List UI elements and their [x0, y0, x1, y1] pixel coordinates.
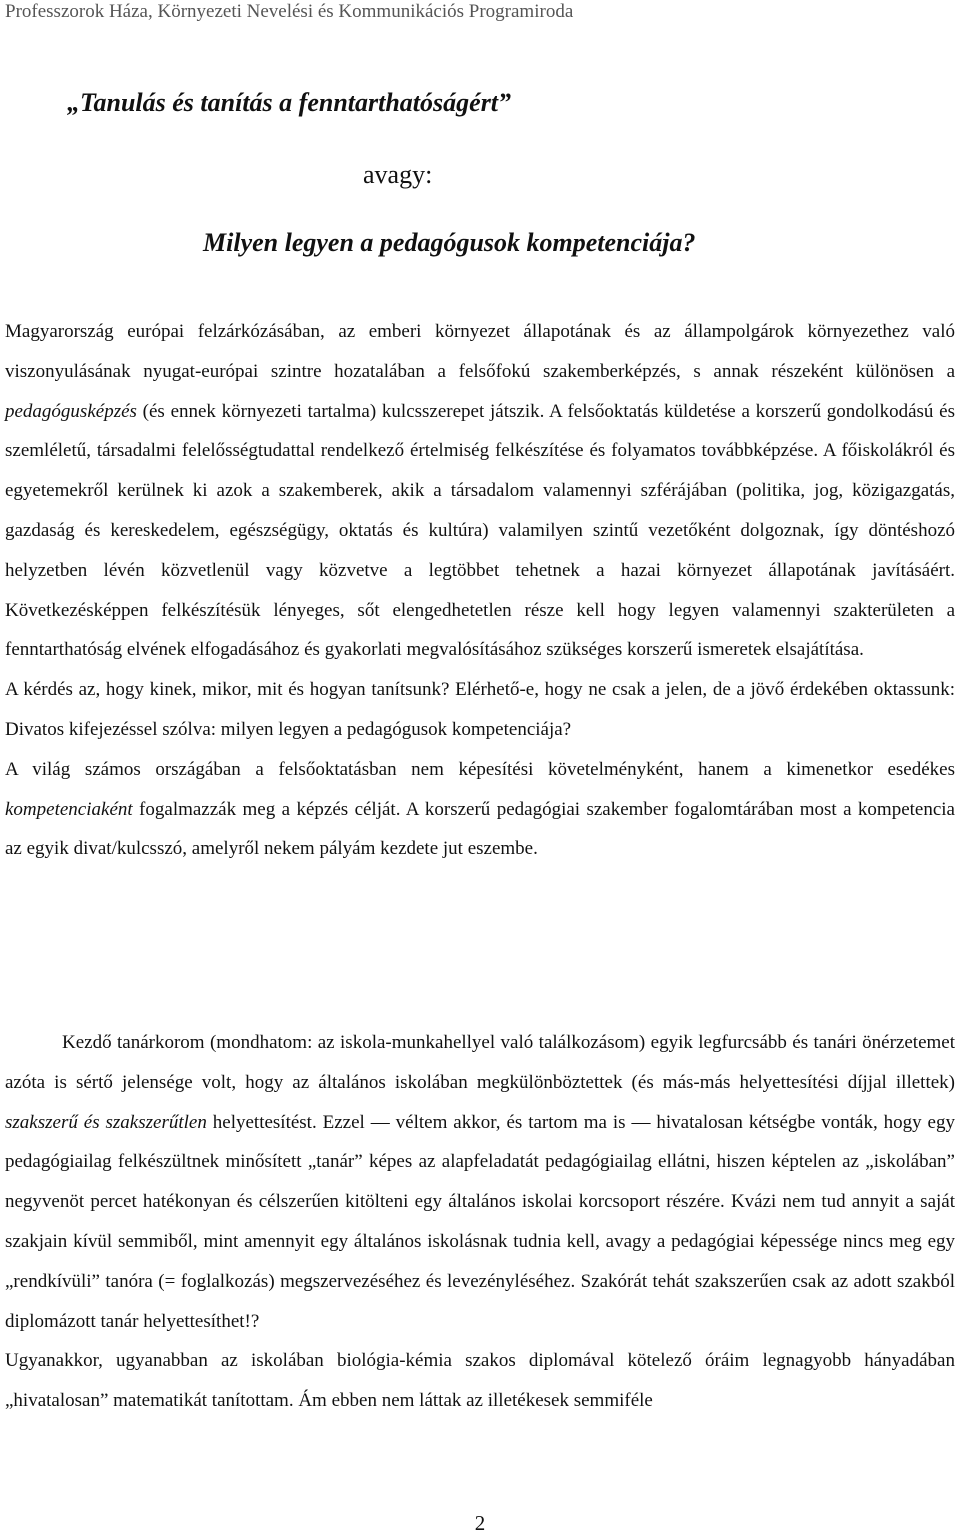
body-section-2 [5, 1023, 955, 1421]
paragraph-3 [5, 750, 955, 869]
page-number: 2 [474, 1511, 486, 1535]
paragraph-1-text-b: (és ennek környezeti tartalma) kulcsszerepet játszik. A felsőoktatás küldetése a korszerű gondolkodású és szemléletű, társadalmi felelősségtudattal rendelkező értelmiség felkészítése és folyamatos továbbképzése. A főiskolákról és egyetemekről kerülnek ki azok a szakemberek, akik a társadalom valamennyi szférájában (politika, jog, közigazgatás, gazdaság és kereskedelem, egészségügy, oktatás és kultúra) valamilyen szintű vezetőként dolgoznak, így döntéshozó helyzetben lévén közvetlenül vagy közvetve a legtöbbet tehetnek a hazai környezet állapotának javításáért. Következésképpen felkészítésük lényeges, sőt elengedhetetlen része kell hogy legyen valamennyi szakterületen a fenntarthatóság elvének elfogadásához és gyakorlati megvalósításához szükséges korszerű ismeretek elsajátítása. [5, 400, 955, 661]
paragraph-4-text-b: helyettesítést. Ezzel — véltem akkor, és tartom ma is — hivatalosan kétségbe vonták, hogy egy pedagógiailag felkészültnek minősített „tanár” képes az alapfeladatát pedagógiailag ellátni, hiszen képtelen az „iskolában” negyvenöt percet hatékonyan és célszerűen kitölteni egy általános iskolai korcsoport részére. Kvázi nem tud annyit a saját szakjain kívül semmiből, mint amennyit egy általános iskolásnak tudnia kell, avagy a pedagógiai képessége nincs meg egy „rendkívüli” tanóra (= foglalkozás) megszervezéséhez és levezényléséhez. Szakórát tehát szakszerűen csak az adott szakból diplomázott tanár helyettesíthet!? [5, 1111, 955, 1332]
paragraph-1-emphasis: pedagógusképzés [5, 400, 137, 422]
running-header: Professzorok Háza, Környezeti Nevelési és Kommunikációs Programiroda [5, 1, 574, 22]
paragraph-3-text-b: fogalmazzák meg a képzés célját. A korszerű pedagógiai szakember fogalomtárában most a kompetencia az egyik divat/kulcsszó, amelyről nekem pályám kezdete jut eszembe. [5, 798, 955, 860]
paragraph-5-text: Ugyanakkor, ugyanabban az iskolában biológia-kémia szakos diplomával kötelező óráim legnagyobb hányadában „hivatalosan” matematikát tanítottam. Ám ebben nem láttak az illetékesek semmiféle [5, 1350, 955, 1412]
title-connector: avagy: [363, 160, 433, 189]
paragraph-3-text-a: A világ számos országában a felsőoktatásban nem képesítési követelményként, hanem a kimenetkor esedékes [5, 758, 955, 780]
paragraph-2: A kérdés az, hogy kinek, mikor, mit és hogyan tanítsunk? Elérhető-e, hogy ne csak a jelen, de a jövő érdekében oktassunk: Divatos kifejezéssel szólva: milyen legyen a pedagógusok kompetenciája? [5, 679, 955, 740]
body-section-1 [5, 312, 955, 869]
paragraph-4-text-a: Kezdő tanárkorom (mondhatom: az iskola-munkahellyel való találkozásom) egyik legfurcsább és tanári önérzetemet azóta is sértő jelensége volt, hogy az általános iskolában megkülönböztettek (és más-más helyettesítési díjjal illettek) [5, 1032, 955, 1093]
paragraph-3-emphasis: kompetenciaként [5, 798, 133, 820]
paragraph-4-emphasis: szakszerű és szakszerűtlen [5, 1111, 207, 1133]
paragraph-1-text-a: Magyarország európai felzárkózásában, az emberi környezet állapotának és az állampolgárok környezethez való viszonyulásának nyugat-európai szintre hozatalában a felsőfokú szakemberképzés, s annak részeként különösen a [5, 321, 955, 382]
paragraph-1 [5, 312, 955, 670]
document-title: „Tanulás és tanítás a fenntarthatóságért” [67, 88, 512, 117]
document-subtitle: Milyen legyen a pedagógusok kompetenciája? [203, 228, 696, 257]
